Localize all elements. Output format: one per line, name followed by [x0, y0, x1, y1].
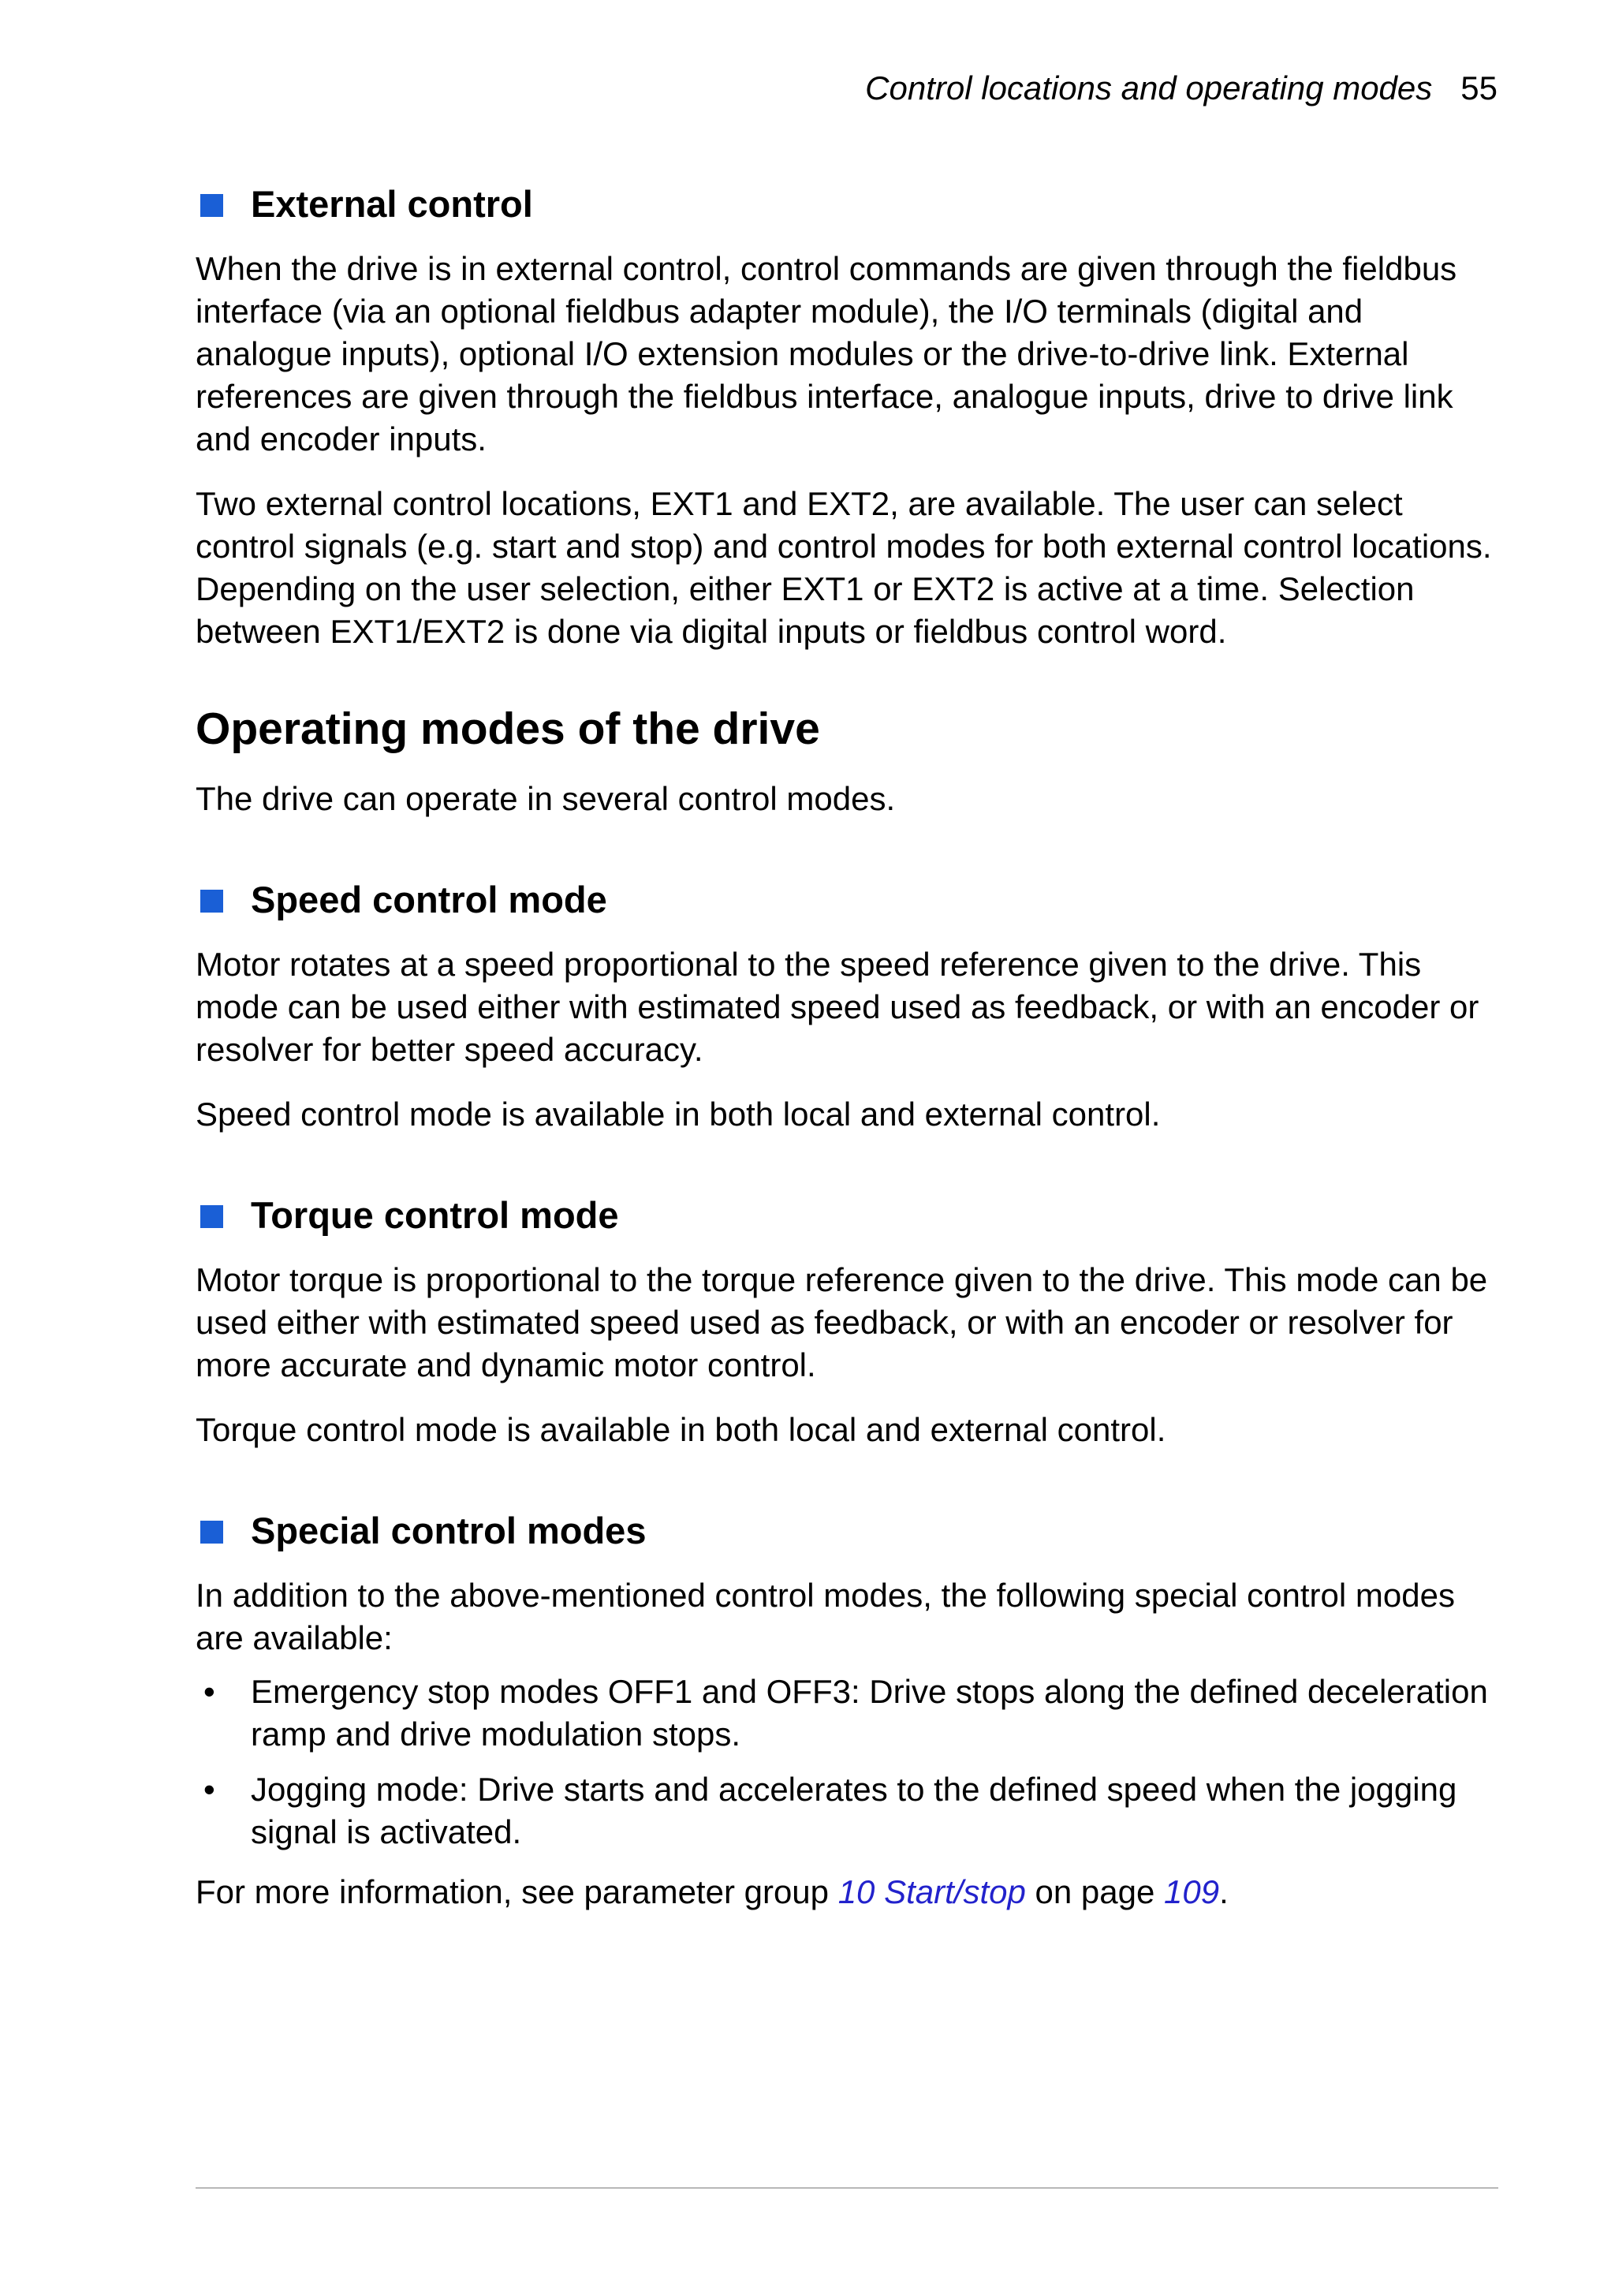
paragraph: Speed control mode is available in both local and external control. [196, 1096, 1161, 1133]
parameter-group-link[interactable]: 10 Start/stop [837, 1873, 1026, 1910]
paragraph: Two external control locations, EXT1 and EXT2, are available. The user can select control signals (e.g. start and stop) and control modes for both external control locations. Depending on the user selection, either EXT1 or EXT2 is active at a time. Selection between EXT1/EXT2 is done via digital inputs or fieldbus control word. [196, 485, 1492, 650]
list-item-text: Emergency stop modes OFF1 and OFF3: Drive stops along the defined deceleration ramp and drive modulation stops. [251, 1673, 1488, 1753]
section-heading-text: External control [251, 183, 533, 225]
paragraph: In addition to the above-mentioned control modes, the following special control modes are available: [196, 1577, 1455, 1656]
section-heading-text: Torque control mode [251, 1194, 619, 1236]
paragraph: When the drive is in external control, control commands are given through the fieldbus interface (via an optional fieldbus adapter module), the I/O terminals (digital and analogue inputs), optional I/O extension modules or the drive-to-drive link. External references are given through the fieldbus interface, analogue inputs, drive to drive link and encoder inputs. [196, 250, 1457, 457]
list-item-text: Jogging mode: Drive starts and accelerates to the defined speed when the jogging signal is activated. [251, 1771, 1457, 1850]
paragraph: Motor torque is proportional to the torque reference given to the drive. This mode can be used either with estimated speed used as feedback, or with an encoder or resolver for more accurate and dynamic motor control. [196, 1261, 1488, 1383]
running-header [865, 66, 1498, 110]
section-heading-special-control [196, 1506, 1498, 1555]
more-info-paragraph [196, 1871, 1498, 1913]
chapter-heading-operating-modes: Operating modes of the drive [196, 704, 820, 754]
section-heading-speed-control [196, 875, 1498, 924]
page-content [196, 180, 1498, 1936]
heading-square-icon [200, 194, 223, 217]
heading-square-icon [200, 1521, 223, 1544]
bullet-icon: • [203, 1771, 215, 1808]
paragraph: The drive can operate in several control modes. [196, 780, 896, 817]
section-heading-external-control [196, 180, 1498, 229]
paragraph: Motor rotates at a speed proportional to the speed reference given to the drive. This mode can be used either with estimated speed used as feedback, or with an encoder or resolver for better speed accuracy. [196, 946, 1479, 1068]
running-header-title: Control locations and operating modes [865, 69, 1433, 106]
heading-square-icon [200, 890, 223, 913]
bullet-list [196, 1671, 1498, 1854]
list-item [196, 1671, 1498, 1756]
more-info-suffix: . [1219, 1873, 1229, 1910]
footer-divider [196, 2187, 1498, 2189]
section-heading-text: Speed control mode [251, 879, 607, 920]
section-heading-text: Special control modes [251, 1510, 647, 1551]
page-number: 55 [1460, 69, 1498, 106]
more-info-middle: on page [1025, 1873, 1165, 1910]
section-heading-torque-control [196, 1191, 1498, 1240]
bullet-icon: • [203, 1673, 215, 1710]
more-info-prefix: For more information, see parameter group [196, 1873, 838, 1910]
heading-square-icon [200, 1205, 223, 1228]
paragraph: Torque control mode is available in both local and external control. [196, 1411, 1166, 1448]
list-item [196, 1768, 1498, 1854]
page-reference-link[interactable]: 109 [1164, 1873, 1220, 1910]
